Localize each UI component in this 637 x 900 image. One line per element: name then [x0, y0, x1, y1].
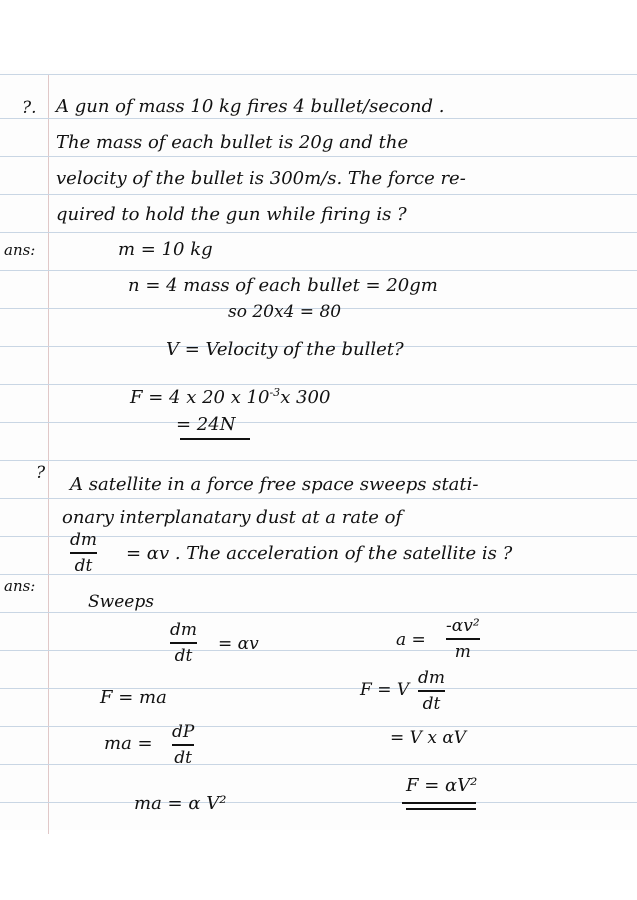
a2-final: F = αV² [406, 775, 478, 796]
a1-so: so 20x4 = 80 [228, 302, 342, 322]
rule-line [0, 612, 637, 613]
rule-line [0, 232, 637, 233]
bottom-margin [0, 830, 637, 900]
a1-n: n = 4 mass of each bullet = 20gm [128, 275, 438, 296]
a2-frac-rest: = αv [218, 634, 259, 654]
rule-line [0, 270, 637, 271]
q1-line3: velocity of the bullet is 300m/s. The force re- [56, 168, 466, 189]
rule-line [0, 194, 637, 195]
rule-line [0, 802, 637, 803]
q2-marker: ? [36, 463, 46, 483]
a1-result: = 24N [176, 414, 236, 435]
a2-F-frac: dm dt [418, 668, 446, 714]
rule-line [0, 650, 637, 651]
a2-ma-lhs: ma = [104, 733, 153, 754]
result-underline [180, 438, 250, 440]
a2-accel-frac: -αv² m [446, 616, 480, 662]
a2-ma-av2: ma = α V² [134, 793, 227, 814]
a2-frac-dm: dm dt [170, 620, 198, 666]
q1-line1: A gun of mass 10 kg fires 4 bullet/second . [56, 96, 445, 117]
q2-fraction: dm dt [70, 530, 98, 576]
rule-line [0, 156, 637, 157]
a1-mass: m = 10 kg [118, 239, 213, 260]
rule-line [0, 726, 637, 727]
a2-sweeps: Sweeps [88, 592, 154, 612]
q1-marker: ?. [22, 98, 37, 118]
rule-line [0, 498, 637, 499]
a2-F-lhs: F = V [360, 680, 410, 700]
q2-line3: = αv . The acceleration of the satellite is ? [126, 543, 513, 564]
margin-line [48, 74, 49, 834]
a2-label: ans: [4, 577, 36, 595]
rule-line [0, 764, 637, 765]
final-underline-2 [406, 808, 476, 810]
q2-line2: onary interplanatary dust at a rate of [62, 507, 403, 528]
a1-force-eq: F = 4 x 20 x $10^{-3}x$ 300 [130, 386, 331, 408]
a2-accel-lhs: a = [396, 630, 426, 650]
rule-line [0, 118, 637, 119]
a1-velocity: V = Velocity of the bullet? [166, 339, 404, 360]
a1-label: ans: [4, 241, 36, 259]
q2-line1: A satellite in a force free space sweeps stati- [70, 474, 479, 495]
top-margin [0, 0, 637, 70]
final-underline-1 [402, 802, 476, 804]
a2-vxav: = V x αV [390, 728, 467, 748]
rule-line [0, 74, 637, 75]
a2-ma-frac: dP dt [172, 722, 195, 768]
q1-line4: quired to hold the gun while firing is ? [56, 204, 407, 225]
q1-line2: The mass of each bullet is 20g and the [56, 132, 409, 153]
rule-line [0, 688, 637, 689]
a2-fma: F = ma [100, 687, 167, 708]
rule-line [0, 460, 637, 461]
rule-line [0, 422, 637, 423]
